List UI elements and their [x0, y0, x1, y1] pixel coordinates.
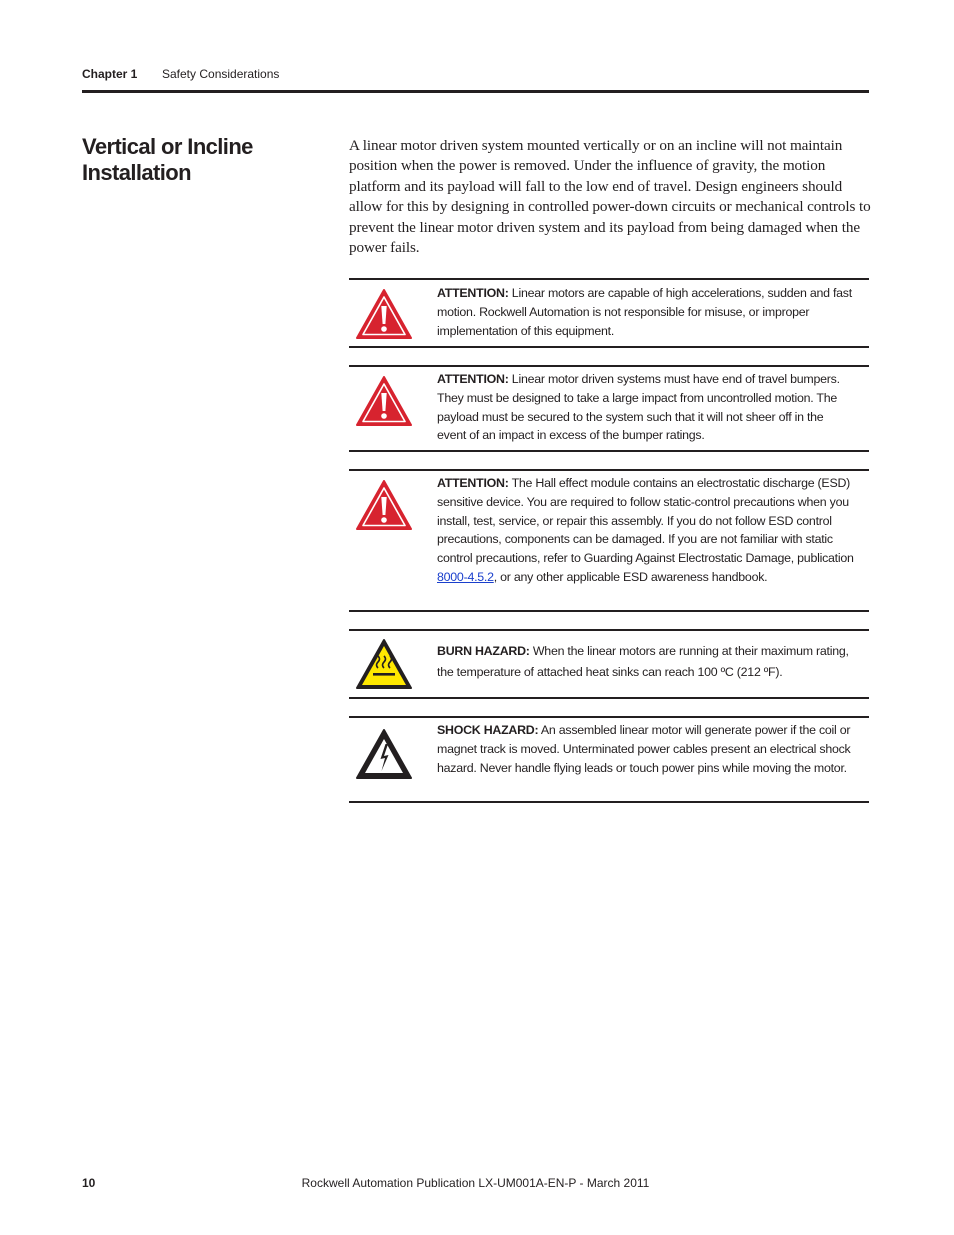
notice-body: Linear motor driven systems must have end of travel bumpers. They must be designed to take a large impact from uncontrolled motion. The payload must be secured to the system such that it will not sheer off in the event of an impact in excess of the bumper ratings. [437, 372, 840, 443]
intro-paragraph: A linear motor driven system mounted vertically or on an incline will not maintain position when the power is removed. Under the influence of gravity, the motion platform and its payload will fall to the low end of travel. Design engineers should allow for this by designing in controlled power-down circuits or mechanical controls to prevent the linear motor driven system and its payload from being damaged when the power fails. [349, 137, 871, 257]
page-header [82, 66, 869, 93]
notice-body: The Hall effect module contains an electrostatic discharge (ESD) sensitive device. You are required to follow static-control precautions when you install, test, service, or repair this assembly. If you do not follow ESD control precautions, components can be damaged. If you are not familiar with static control precautions, refer to Guarding Against Electrostatic Damage, publication [437, 476, 854, 566]
notice-body: When the linear motors are running at their maximum rating, the temperature of attached heat sinks can reach 100 ºC (212 ºF). [437, 644, 849, 679]
attention-warning-icon [355, 288, 413, 340]
attention-notice-2 [349, 365, 869, 452]
notice-label: ATTENTION: [437, 286, 509, 300]
notice-label: ATTENTION: [437, 372, 509, 386]
publication-link[interactable]: 8000-4.5.2 [437, 569, 494, 584]
notice-label: ATTENTION: [437, 476, 509, 490]
attention-notice-3 [349, 469, 869, 612]
page-footer [82, 1176, 869, 1194]
notice-text [437, 641, 855, 682]
shock-hazard-icon [355, 728, 413, 780]
burn-hazard-icon [355, 638, 413, 690]
notice-label: SHOCK HAZARD: [437, 723, 539, 737]
shock-hazard-notice [349, 716, 869, 803]
notice-label: BURN HAZARD: [437, 644, 530, 658]
burn-hazard-notice [349, 629, 869, 699]
section-label: Safety Considerations [162, 67, 280, 81]
attention-warning-icon [355, 479, 413, 531]
notice-text [437, 370, 855, 445]
chapter-label: Chapter 1 [82, 67, 138, 81]
attention-warning-icon [355, 375, 413, 427]
notice-text [437, 284, 855, 340]
attention-notice-1 [349, 278, 869, 348]
publication-info: Rockwell Automation Publication LX-UM001A-EN-P - March 2011 [301, 1176, 650, 1190]
notice-body: Linear motors are capable of high accelerations, sudden and fast motion. Rockwell Automation is not responsible for misuse, or improper implementation of this equipment. [437, 286, 852, 338]
notice-body: An assembled linear motor will generate power if the coil or magnet track is moved. Unterminated power cables present an electrical shock hazard. Never handle flying leads or touch power pins while moving the motor. [437, 723, 851, 775]
notice-text [437, 721, 855, 777]
page-number: 10 [82, 1176, 96, 1190]
notice-body-end: , or any other applicable ESD awareness handbook. [493, 569, 768, 584]
section-title: Vertical or Incline Installation [82, 134, 253, 185]
notice-text [437, 474, 855, 587]
